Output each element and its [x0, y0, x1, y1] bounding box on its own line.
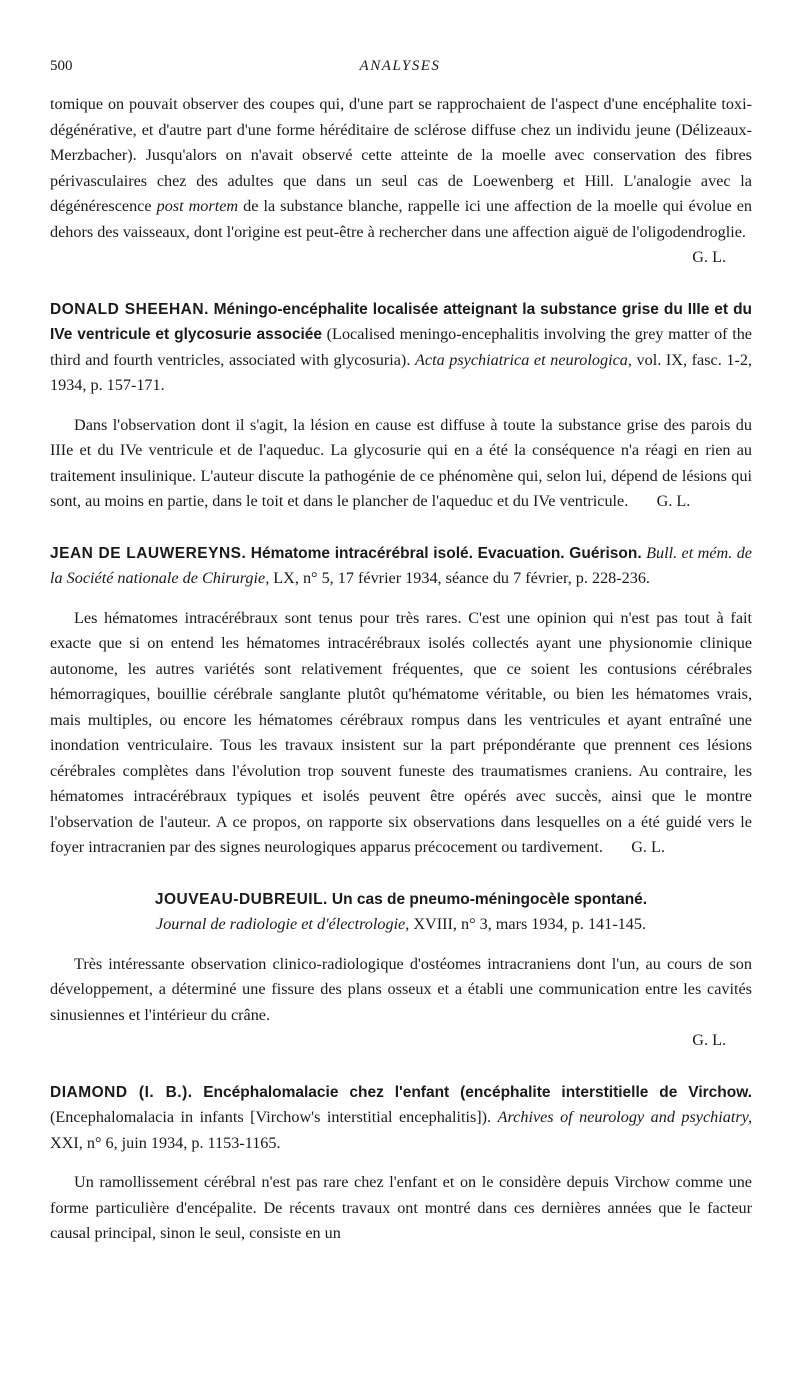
- journal-name: Bull. et mém. de la Société nationale de Chirurgie,: [50, 543, 752, 587]
- article-body: Très intéressante observation clinico-radiologique d'ostéomes intracraniens dont l'un, au cours de son développement, a déterminé une fissure des plans osseux et a établi une communication entre les cavités sinusiennes et l'intérieur du crâne.: [50, 954, 752, 1024]
- journal-name: Journal de radiologie et d'électrologie,: [156, 915, 410, 933]
- article-title: Encéphalomalacie chez l'enfant (encéphalite interstitielle de Virchow.: [203, 1083, 753, 1101]
- signature: G. L.: [631, 838, 665, 856]
- article-body: [50, 413, 752, 515]
- body-text: Dans l'observation dont il s'agit, la lésion en cause est diffuse à toute la substance grise des parois du IIIe et du IVe ventricule et de l'aqueduc. La glycosurie qui en a été la conséquence n'a réagi en rien au traitement insulinique. L'auteur discute la pathogénie de ce phénomène qui, selon lui, dépend de lésions qui sont, au moins en partie, dans le toit et dans le plancher de l'aqueduc et du IVe ventricule.: [50, 415, 752, 510]
- author-name: JOUVEAU-DUBREUIL.: [154, 890, 328, 908]
- journal-name: Archives of neurology and psychiatry,: [497, 1108, 752, 1126]
- citation-details: XXI, n° 6, juin 1934, p. 1153-1165.: [50, 1133, 281, 1152]
- article-header-lauwereyns: [50, 541, 752, 592]
- author-name: DONALD SHEEHAN.: [50, 300, 209, 318]
- paragraph-text: tomique on pouvait observer des coupes qui, d'une part se rapprochaient de l'aspect d'une encéphalite toxi-dégénérative, et d'autre part d'une forme héréditaire de sclérose diffuse chez un individu jeune (Délizeaux-Merzbacher). Jusqu'alors on n'avait observé cette atteinte de la moelle avec conservation des fibres périvasculaires chez des adultes que dans un seul cas de Loewenberg et Hill. L'analogie avec la dégénérescence: [50, 95, 752, 215]
- page-header: [50, 58, 750, 80]
- signature: G. L.: [692, 1031, 726, 1049]
- article-title: Un cas de pneumo-méningocèle spontané.: [331, 890, 648, 908]
- citation-details: XVIII, n° 3, mars 1934, p. 141-145.: [409, 915, 646, 933]
- running-head: ANALYSES: [359, 58, 441, 74]
- journal-name: Acta psychiatrica et neurologica,: [415, 350, 632, 369]
- article-header-diamond: [50, 1080, 752, 1157]
- italic-term: post mortem: [156, 197, 239, 215]
- signature: G. L.: [656, 492, 691, 510]
- paragraph-text: de la substance blanche, rappelle ici une affection de la moelle qui évolue en dehors des vaisseaux, dont l'origine est peut-être à rechercher dans une affection aiguë de l'oligodendroglie.: [50, 197, 752, 241]
- article-body: [50, 606, 752, 861]
- article-header-sheehan: [50, 297, 752, 399]
- page-number: 500: [50, 58, 73, 74]
- signature: G. L.: [692, 248, 726, 266]
- citation-details: LX, n° 5, 17 février 1934, séance du 7 février, p. 228-236.: [269, 569, 650, 587]
- citation-details: vol. IX, fasc. 1-2, 1934, p. 157-171.: [50, 350, 752, 394]
- article-title: Hématome intracérébral isolé. Evacuation. Guérison.: [250, 544, 642, 562]
- author-name: DIAMOND (I. B.).: [50, 1083, 193, 1101]
- article-body: Un ramollissement cérébral n'est pas rare chez l'enfant et on le considère depuis Virchow comme une forme particulière d'encépalite. De récents travaux ont montré dans ces dernières années que le facteur causal principal, sinon le seul, consiste en un: [50, 1173, 752, 1242]
- author-name: JEAN DE LAUWEREYNS.: [50, 544, 247, 562]
- english-title: (Localised meningo-encephalitis involving the grey matter of the third and fourth ventricles, associated with glycosuria).: [50, 325, 752, 369]
- article-title: Méningo-encéphalite localisée atteignant la substance grise du IIIe et du IVe ventricule et glycosurie associée: [50, 300, 753, 343]
- body-text: Les hématomes intracérébraux sont tenus pour très rares. C'est une opinion qui n'est pas tout à fait exacte que si on entend les hématomes intracérébraux isolés collectés ayant une physionomie clinique autonome, les autres variétés sont relativement fréquentes, que ce soient les contusions cérébrales hémorragiques, bouillie cérébrale sanglante plutôt qu'hématome véritable, ou bien les hématomes vrais, mais multiples, ou encore les hématomes cérébraux rompus dans les ventricules et ayant entraîné une inondation ventriculaire. Tous les travaux insistent sur la part prépondérante que prennent ces lésions cérébrales complètes dans l'évolution trop souvent funeste des traumatismes craniens. Au contraire, les hématomes intracérébraux typiques et isolés peuvent être opérés avec succès, ainsi que le montre l'observation de l'auteur. A ce propos, on rapporte six observations dans lesquelles on a été guidé vers le foyer intracranien par des signes neurologiques apparus précocement ou tardivement.: [50, 608, 752, 856]
- page-body: [50, 92, 752, 1247]
- english-title: (Encephalomalacia in infants [Virchow's interstitial encephalitis]).: [50, 1108, 498, 1126]
- article-header-jouveau: [50, 887, 752, 938]
- continued-paragraph: [50, 92, 752, 245]
